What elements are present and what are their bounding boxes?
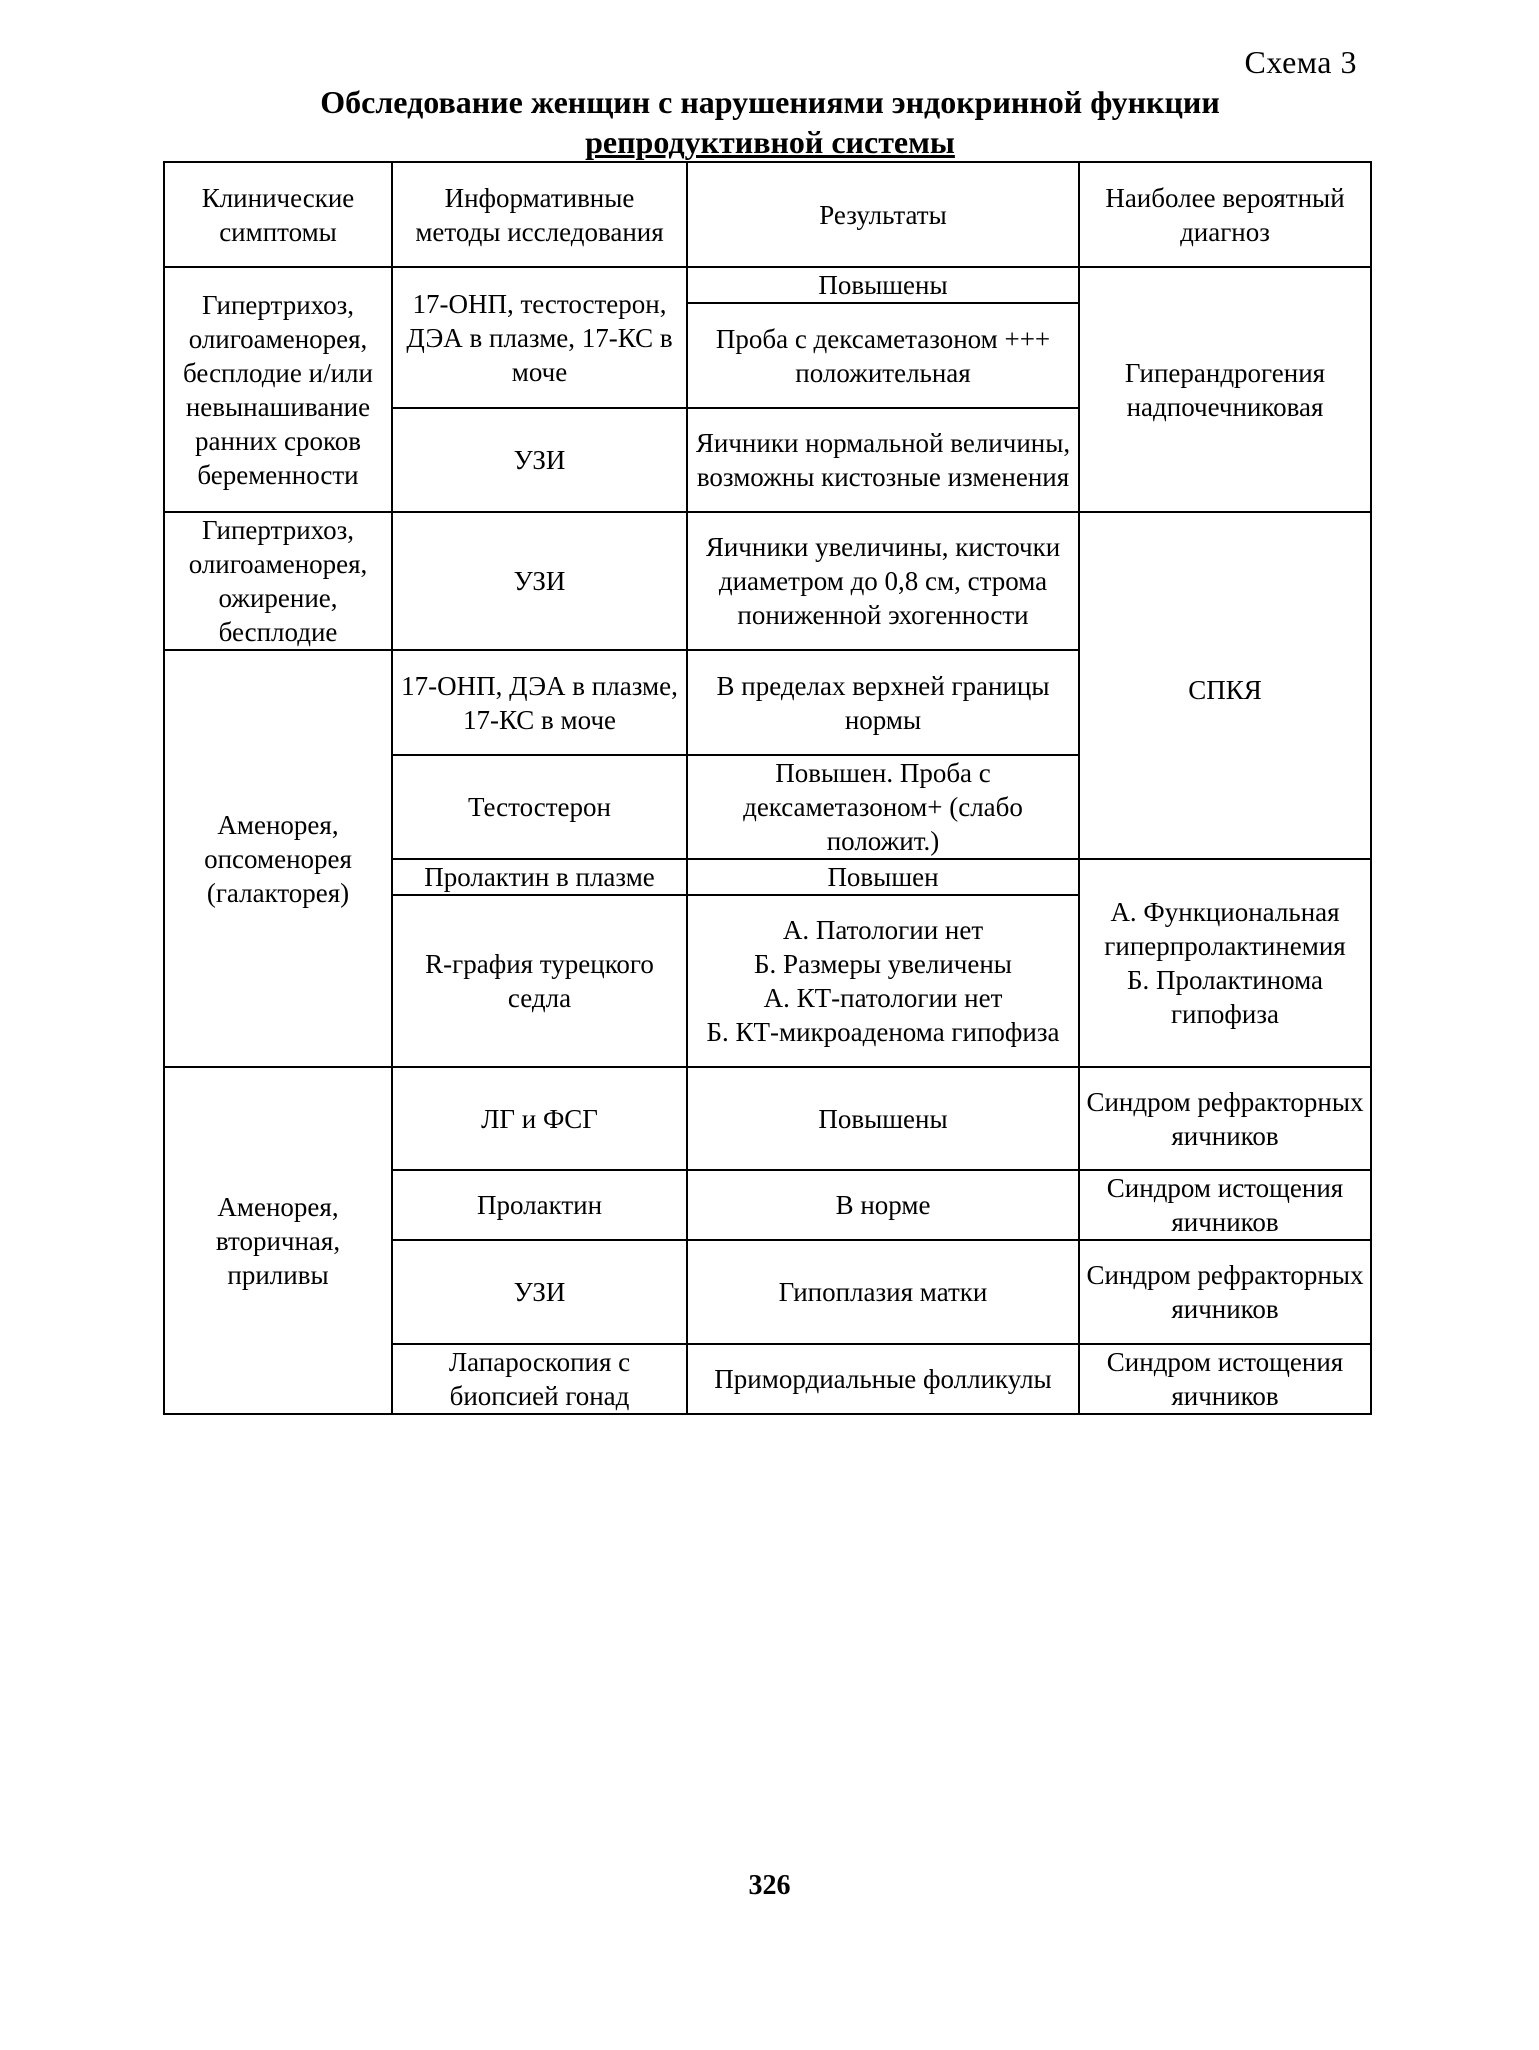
- method-cell: 17-ОНП, ДЭА в плазме, 17-КС в моче: [392, 650, 687, 755]
- result-cell: [687, 895, 1079, 1067]
- diagnosis-cell: Синдром истощения яичников: [1079, 1170, 1371, 1240]
- diagnosis-cell: [1079, 859, 1371, 1067]
- result-cell: Гипоплазия матки: [687, 1240, 1079, 1344]
- method-cell: Тестостерон: [392, 755, 687, 859]
- header-results: Результаты: [687, 162, 1079, 267]
- symptoms-cell: Аменорея, вторичная, приливы: [164, 1067, 392, 1414]
- result-line: Б. Размеры увеличены: [754, 949, 1012, 979]
- result-cell: В норме: [687, 1170, 1079, 1240]
- method-cell: УЗИ: [392, 408, 687, 512]
- symptoms-cell: Аменорея, опсоменорея (галакторея): [164, 650, 392, 1067]
- header-methods: Информативные методы исследования: [392, 162, 687, 267]
- result-line: А. КТ-патологии нет: [763, 983, 1003, 1013]
- method-cell: ЛГ и ФСГ: [392, 1067, 687, 1170]
- scheme-label: Схема 3: [1244, 44, 1357, 80]
- diagnosis-cell: Синдром рефракторных яичников: [1079, 1240, 1371, 1344]
- result-cell: Повышен: [687, 859, 1079, 895]
- method-cell: R-графия турецкого седла: [392, 895, 687, 1067]
- result-line: Б. КТ-микроаденома гипофиза: [706, 1017, 1060, 1047]
- title-line-2: репродуктивной системы: [585, 124, 955, 160]
- method-cell: Пролактин в плазме: [392, 859, 687, 895]
- result-cell: Повышены: [687, 267, 1079, 303]
- result-cell: В пределах верхней границы нормы: [687, 650, 1079, 755]
- diagnosis-cell: Синдром рефракторных яичников: [1079, 1067, 1371, 1170]
- diagnosis-cell: Гиперандрогения надпочечниковая: [1079, 267, 1371, 512]
- method-cell: УЗИ: [392, 512, 687, 650]
- table-row: [164, 1067, 1371, 1170]
- method-cell: Пролактин: [392, 1170, 687, 1240]
- method-cell: УЗИ: [392, 1240, 687, 1344]
- diagnosis-cell: СПКЯ: [1079, 512, 1371, 859]
- title-line-1: Обследование женщин с нарушениями эндокринной функции: [320, 84, 1220, 120]
- result-line: А. Патологии нет: [782, 915, 984, 945]
- page-number: 326: [748, 1870, 791, 1901]
- method-cell: Лапароскопия с биопсией гонад: [392, 1344, 687, 1414]
- table-row: [164, 512, 1371, 650]
- diagnosis-line: Б. Пролактинома гипофиза: [1127, 965, 1323, 1029]
- document-title: [160, 82, 1380, 162]
- result-cell: Яичники увеличины, кисточки диаметром до 0,8 см, строма пониженной эхогенности: [687, 512, 1079, 650]
- diagnosis-line: А. Функциональная гиперпролактинемия: [1104, 897, 1346, 961]
- header-symptoms: Клинические симптомы: [164, 162, 392, 267]
- result-cell: Повышены: [687, 1067, 1079, 1170]
- result-cell: Проба с дексаметазоном +++ положительная: [687, 303, 1079, 408]
- symptoms-cell: Гипертрихоз, олигоаменорея, ожирение, бесплодие: [164, 512, 392, 650]
- header-row: [164, 162, 1371, 267]
- table-row: [164, 267, 1371, 303]
- header-diagnosis: Наиболее вероятный диагноз: [1079, 162, 1371, 267]
- result-cell: Примордиальные фолликулы: [687, 1344, 1079, 1414]
- examination-table: [163, 161, 1372, 1415]
- diagnosis-cell: Синдром истощения яичников: [1079, 1344, 1371, 1414]
- result-cell: Повышен. Проба с дексаметазоном+ (слабо положит.): [687, 755, 1079, 859]
- symptoms-cell: Гипертрихоз, олигоаменорея, бесплодие и/или невынашивание ранних сроков беременности: [164, 267, 392, 512]
- method-cell: 17-ОНП, тестостерон, ДЭА в плазме, 17-КС в моче: [392, 267, 687, 408]
- result-cell: Яичники нормальной величины, возможны кистозные изменения: [687, 408, 1079, 512]
